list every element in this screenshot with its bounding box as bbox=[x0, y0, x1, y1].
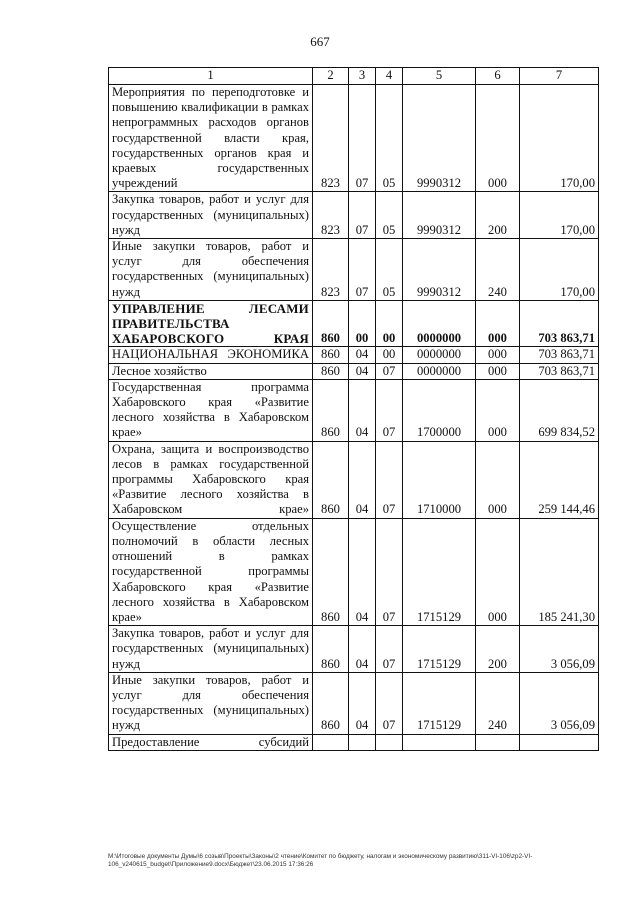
row-ministry-code: 860 bbox=[313, 363, 349, 379]
row-section-code: 04 bbox=[349, 363, 376, 379]
table-row bbox=[109, 192, 599, 239]
row-name: УПРАВЛЕНИЕ ЛЕСАМИ ПРАВИТЕЛЬСТВА ХАБАРОВСКОГО КРАЯ bbox=[109, 300, 313, 347]
row-amount: 170,00 bbox=[520, 85, 599, 192]
table-row bbox=[109, 672, 599, 734]
row-expense-type: 000 bbox=[476, 347, 520, 363]
row-amount: 170,00 bbox=[520, 192, 599, 239]
row-ministry-code: 860 bbox=[313, 672, 349, 734]
row-ministry-code: 860 bbox=[313, 518, 349, 625]
row-subsection-code: 05 bbox=[376, 192, 403, 239]
row-section-code: 04 bbox=[349, 672, 376, 734]
table-row bbox=[109, 239, 599, 301]
table-row bbox=[109, 734, 599, 750]
header-col-5: 5 bbox=[403, 68, 476, 85]
row-ministry-code: 860 bbox=[313, 441, 349, 518]
row-section-code: 04 bbox=[349, 626, 376, 673]
row-expense-type: 000 bbox=[476, 441, 520, 518]
row-subsection-code: 07 bbox=[376, 363, 403, 379]
row-section-code bbox=[349, 734, 376, 750]
footer-path-line-1: M:\Итоговые документы Думы\6 созыв\Проекты\Законы\2 чтение\Комитет по бюджету, налогам и экономическому развитию\311-VI-106\zp2-VI- bbox=[108, 853, 533, 860]
header-row bbox=[109, 68, 599, 85]
row-ministry-code: 860 bbox=[313, 379, 349, 441]
row-name: Охрана, защита и воспроизводство лесов в рамках государственной программы Хабаровского края «Развитие лесного хозяйства в Хабаровском крае» bbox=[109, 441, 313, 518]
row-expense-type bbox=[476, 734, 520, 750]
row-target-code: 1715129 bbox=[403, 672, 476, 734]
row-ministry-code: 860 bbox=[313, 300, 349, 347]
row-subsection-code: 05 bbox=[376, 85, 403, 192]
row-expense-type: 000 bbox=[476, 379, 520, 441]
row-expense-type: 200 bbox=[476, 626, 520, 673]
row-subsection-code: 05 bbox=[376, 239, 403, 301]
row-expense-type: 200 bbox=[476, 192, 520, 239]
row-name: Мероприятия по переподготовке и повышению квалификации в рамках непрограммных расходов органов государственной власти края, государственных органов края и краевых государственных учреждений bbox=[109, 85, 313, 192]
row-amount: 170,00 bbox=[520, 239, 599, 301]
row-name: Закупка товаров, работ и услуг для государственных (муниципальных) нужд bbox=[109, 626, 313, 673]
table-row bbox=[109, 441, 599, 518]
row-name: Осуществление отдельных полномочий в области лесных отношений в рамках государственной программы Хабаровского края «Развитие лесного хозяйства в Хабаровском крае» bbox=[109, 518, 313, 625]
row-target-code: 1715129 bbox=[403, 518, 476, 625]
row-ministry-code: 823 bbox=[313, 192, 349, 239]
row-ministry-code: 860 bbox=[313, 347, 349, 363]
table-row bbox=[109, 518, 599, 625]
row-subsection-code: 00 bbox=[376, 300, 403, 347]
row-subsection-code: 07 bbox=[376, 672, 403, 734]
row-ministry-code: 823 bbox=[313, 239, 349, 301]
row-name: Закупка товаров, работ и услуг для государственных (муниципальных) нужд bbox=[109, 192, 313, 239]
row-section-code: 04 bbox=[349, 518, 376, 625]
row-target-code: 1700000 bbox=[403, 379, 476, 441]
row-section-code: 00 bbox=[349, 300, 376, 347]
row-target-code: 9990312 bbox=[403, 85, 476, 192]
row-amount: 185 241,30 bbox=[520, 518, 599, 625]
table-row bbox=[109, 379, 599, 441]
row-amount: 259 144,46 bbox=[520, 441, 599, 518]
row-name: Государственная программа Хабаровского края «Развитие лесного хозяйства в Хабаровском крае» bbox=[109, 379, 313, 441]
row-expense-type: 240 bbox=[476, 239, 520, 301]
row-section-code: 04 bbox=[349, 441, 376, 518]
row-amount bbox=[520, 734, 599, 750]
row-ministry-code: 860 bbox=[313, 626, 349, 673]
row-amount: 703 863,71 bbox=[520, 363, 599, 379]
row-subsection-code: 07 bbox=[376, 518, 403, 625]
row-target-code: 9990312 bbox=[403, 239, 476, 301]
row-expense-type: 000 bbox=[476, 518, 520, 625]
row-expense-type: 000 bbox=[476, 85, 520, 192]
row-ministry-code bbox=[313, 734, 349, 750]
table-row bbox=[109, 626, 599, 673]
row-name: Лесное хозяйство bbox=[109, 363, 313, 379]
row-subsection-code: 00 bbox=[376, 347, 403, 363]
row-target-code bbox=[403, 734, 476, 750]
row-subsection-code: 07 bbox=[376, 626, 403, 673]
document-path-footer bbox=[108, 853, 608, 869]
header-col-6: 6 bbox=[476, 68, 520, 85]
footer-path-line-2: 106_v240615_budget\Приложение9.docx\Бюджет\23.06.2015 17:36:26 bbox=[108, 861, 314, 868]
row-name: Иные закупки товаров, работ и услуг для обеспечения государственных (муниципальных) нужд bbox=[109, 672, 313, 734]
table-row bbox=[109, 363, 599, 379]
row-amount: 3 056,09 bbox=[520, 672, 599, 734]
row-section-code: 07 bbox=[349, 239, 376, 301]
budget-table bbox=[108, 67, 599, 751]
row-expense-type: 000 bbox=[476, 363, 520, 379]
row-target-code: 1710000 bbox=[403, 441, 476, 518]
row-name: Предоставление субсидий bbox=[109, 734, 313, 750]
row-amount: 3 056,09 bbox=[520, 626, 599, 673]
row-amount: 703 863,71 bbox=[520, 347, 599, 363]
row-target-code: 0000000 bbox=[403, 300, 476, 347]
row-expense-type: 240 bbox=[476, 672, 520, 734]
row-subsection-code: 07 bbox=[376, 379, 403, 441]
row-target-code: 0000000 bbox=[403, 347, 476, 363]
row-name: Иные закупки товаров, работ и услуг для обеспечения государственных (муниципальных) нужд bbox=[109, 239, 313, 301]
row-target-code: 1715129 bbox=[403, 626, 476, 673]
row-section-code: 04 bbox=[349, 379, 376, 441]
header-col-4: 4 bbox=[376, 68, 403, 85]
header-col-7: 7 bbox=[520, 68, 599, 85]
header-col-1: 1 bbox=[109, 68, 313, 85]
row-target-code: 9990312 bbox=[403, 192, 476, 239]
table-row bbox=[109, 300, 599, 347]
header-col-3: 3 bbox=[349, 68, 376, 85]
row-ministry-code: 823 bbox=[313, 85, 349, 192]
row-name: НАЦИОНАЛЬНАЯ ЭКОНОМИКА bbox=[109, 347, 313, 363]
row-subsection-code bbox=[376, 734, 403, 750]
page-number: 667 bbox=[310, 34, 330, 49]
row-section-code: 04 bbox=[349, 347, 376, 363]
row-subsection-code: 07 bbox=[376, 441, 403, 518]
row-amount: 699 834,52 bbox=[520, 379, 599, 441]
row-section-code: 07 bbox=[349, 192, 376, 239]
row-section-code: 07 bbox=[349, 85, 376, 192]
row-expense-type: 000 bbox=[476, 300, 520, 347]
header-col-2: 2 bbox=[313, 68, 349, 85]
row-target-code: 0000000 bbox=[403, 363, 476, 379]
row-amount: 703 863,71 bbox=[520, 300, 599, 347]
table-row bbox=[109, 347, 599, 363]
table-row bbox=[109, 85, 599, 192]
